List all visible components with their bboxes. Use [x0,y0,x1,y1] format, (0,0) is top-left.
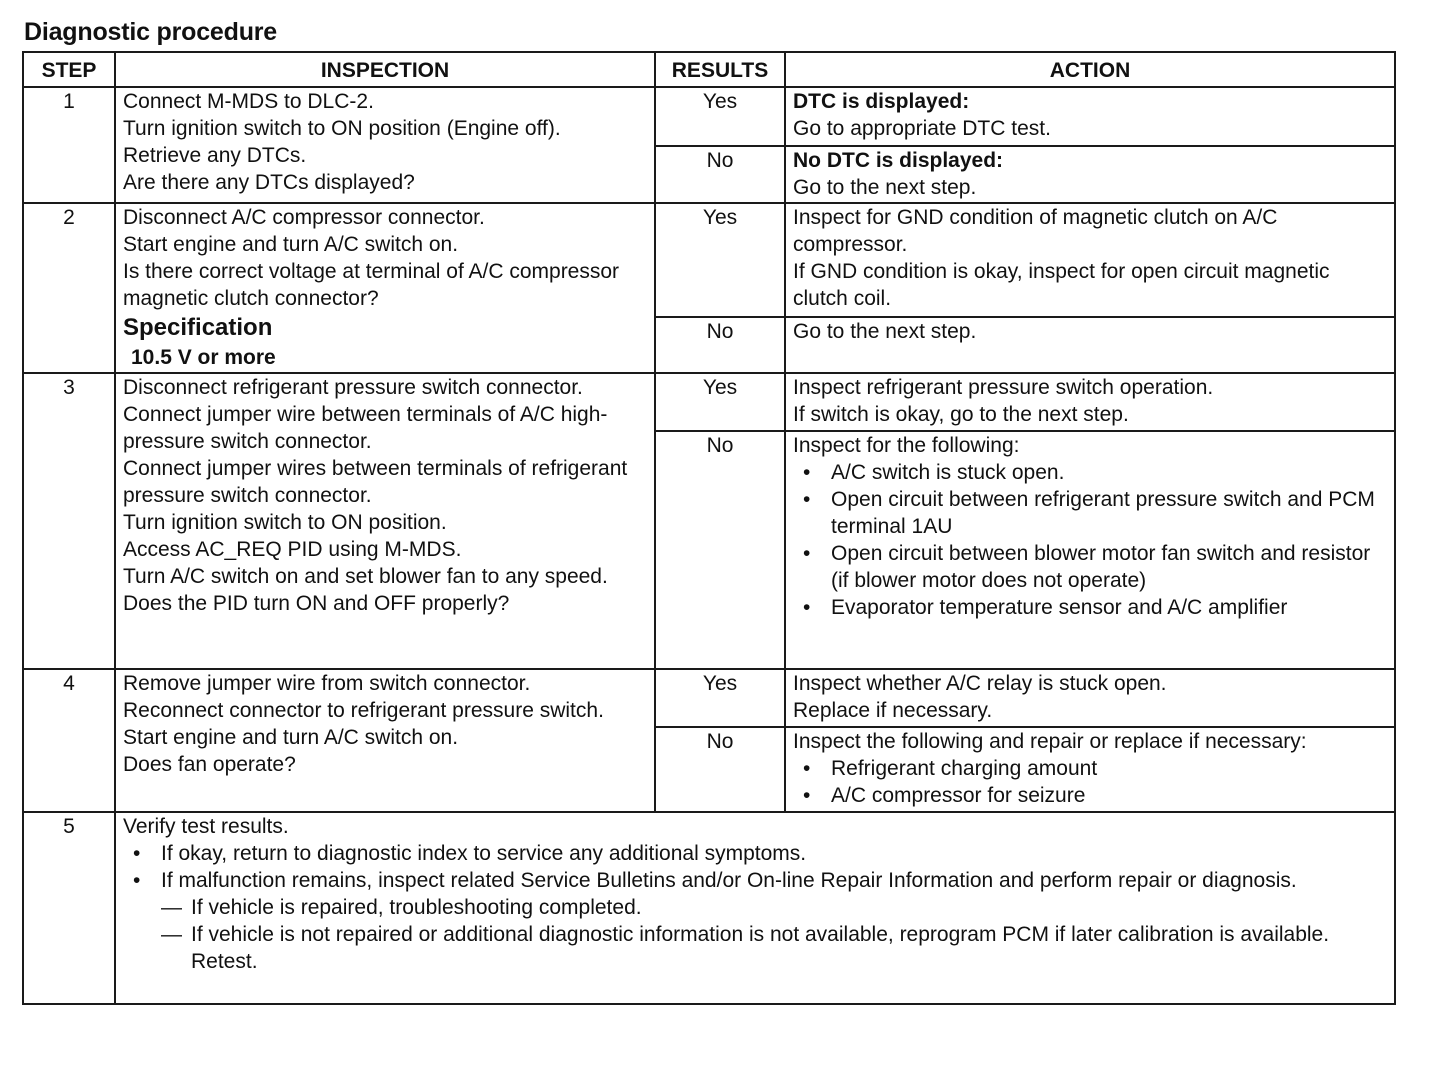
inspection-cell [115,373,655,669]
inspection-line: Turn ignition switch to ON position. [123,511,447,534]
inspection-line: Start engine and turn A/C switch on. [123,233,459,256]
inspection-line: Connect jumper wire between terminals of A/C high-pressure switch connector. [123,403,608,453]
result-yes: Yes [655,203,785,317]
action-text: Inspect for GND condition of magnetic clutch on A/C compressor. [793,206,1278,256]
list-item [793,459,1387,486]
action-cell [785,727,1395,812]
action-cell [785,87,1395,146]
bullet-icon: • [803,542,811,565]
inspection-line: Retrieve any DTCs. [123,144,307,167]
inspection-line: Turn A/C switch on and set blower fan to any speed. [123,565,608,588]
bullet-icon: • [803,488,811,511]
result-yes: Yes [655,373,785,431]
bullet-icon: • [803,784,811,807]
inspection-cell [115,669,655,812]
list-item-text: Refrigerant charging amount [831,757,1098,780]
header-row [23,52,1395,87]
dash-list [123,894,1387,975]
inspection-cell [115,812,1395,1004]
action-intro: Inspect the following and repair or replace if necessary: [793,730,1307,753]
table-row [23,203,1395,317]
result-no: No [655,146,785,203]
specification-value: 10.5 V or more [131,346,276,369]
inspection-line: Does fan operate? [123,753,296,776]
bullet-list [793,459,1387,621]
dash-icon: — [161,896,182,919]
page-title: Diagnostic procedure [24,18,277,46]
action-text: Go to appropriate DTC test. [793,117,1051,140]
step-number: 3 [23,373,115,669]
action-text: Go to the next step. [793,176,977,199]
list-item-text: Evaporator temperature sensor and A/C amplifier [831,596,1288,619]
action-text: Go to the next step. [793,320,977,344]
inspection-line: Disconnect A/C compressor connector. [123,206,485,229]
action-text: If GND condition is okay, inspect for open circuit magnetic clutch coil. [793,260,1330,310]
list-item [123,840,1387,867]
header-inspection: INSPECTION [115,52,655,87]
result-yes: Yes [655,669,785,727]
list-item [793,486,1387,540]
table-row [23,87,1395,146]
step-number: 4 [23,669,115,812]
list-item [161,894,1387,921]
bullet-list [123,840,1387,894]
inspection-line: Start engine and turn A/C switch on. [123,726,459,749]
action-cell [785,317,1395,373]
step-number: 1 [23,87,115,203]
result-no: No [655,317,785,373]
action-cell [785,203,1395,317]
table-row [23,373,1395,431]
step-number: 2 [23,203,115,373]
table-row [23,669,1395,727]
action-text: Inspect whether A/C relay is stuck open. [793,672,1167,695]
action-intro: Inspect for the following: [793,434,1020,457]
inspection-line: Connect M-MDS to DLC-2. [123,90,374,113]
list-item-text: If okay, return to diagnostic index to service any additional symptoms. [161,842,807,865]
list-item [793,594,1387,621]
list-item-text: A/C compressor for seizure [831,784,1086,807]
list-item-text: Open circuit between blower motor fan switch and resistor (if blower motor does not operate) [831,542,1371,592]
action-cell [785,373,1395,431]
action-cell [785,669,1395,727]
inspection-cell [115,87,655,203]
inspection-line: Is there correct voltage at terminal of A/C compressor magnetic clutch connector? [123,260,620,310]
list-item [161,921,1387,975]
bullet-list [793,755,1387,809]
inspection-intro: Verify test results. [123,815,289,838]
action-heading: DTC is displayed: [793,90,970,113]
header-results: RESULTS [655,52,785,87]
list-item [793,755,1387,782]
table-row [23,812,1395,1004]
result-yes: Yes [655,87,785,146]
inspection-line: Reconnect connector to refrigerant pressure switch. [123,699,604,722]
bullet-icon: • [803,461,811,484]
inspection-line: Disconnect refrigerant pressure switch connector. [123,376,583,399]
dash-icon: — [161,923,182,946]
list-item [123,867,1387,894]
list-item-text: If vehicle is not repaired or additional diagnostic information is not available, reprogram PCM if later calibration is available. Retest. [191,923,1330,973]
action-cell [785,431,1395,669]
list-item-text: A/C switch is stuck open. [831,461,1065,484]
bullet-icon: • [803,757,811,780]
action-cell [785,146,1395,203]
inspection-line: Access AC_REQ PID using M-MDS. [123,538,462,561]
header-action: ACTION [785,52,1395,87]
bullet-icon: • [803,596,811,619]
inspection-line: Remove jumper wire from switch connector. [123,672,531,695]
diagnostic-table [22,51,1396,1005]
inspection-line: Turn ignition switch to ON position (Engine off). [123,117,561,140]
specification-heading: Specification [123,314,273,341]
action-text: If switch is okay, go to the next step. [793,403,1129,426]
list-item-text: If malfunction remains, inspect related Service Bulletins and/or On-line Repair Information and perform repair or diagnosis. [161,869,1297,892]
action-text: Replace if necessary. [793,699,993,722]
header-step: STEP [23,52,115,87]
bullet-icon: • [133,869,141,892]
list-item [793,782,1387,809]
inspection-cell [115,203,655,373]
bullet-icon: • [133,842,141,865]
list-item-text: If vehicle is repaired, troubleshooting completed. [191,896,642,919]
list-item [793,540,1387,594]
inspection-line: Are there any DTCs displayed? [123,171,415,194]
inspection-line: Connect jumper wires between terminals of refrigerant pressure switch connector. [123,457,628,507]
list-item-text: Open circuit between refrigerant pressure switch and PCM terminal 1AU [831,488,1375,538]
result-no: No [655,431,785,669]
inspection-line: Does the PID turn ON and OFF properly? [123,592,510,615]
action-text: Inspect refrigerant pressure switch operation. [793,376,1214,399]
result-no: No [655,727,785,812]
action-heading: No DTC is displayed: [793,149,1004,172]
step-number: 5 [23,812,115,1004]
